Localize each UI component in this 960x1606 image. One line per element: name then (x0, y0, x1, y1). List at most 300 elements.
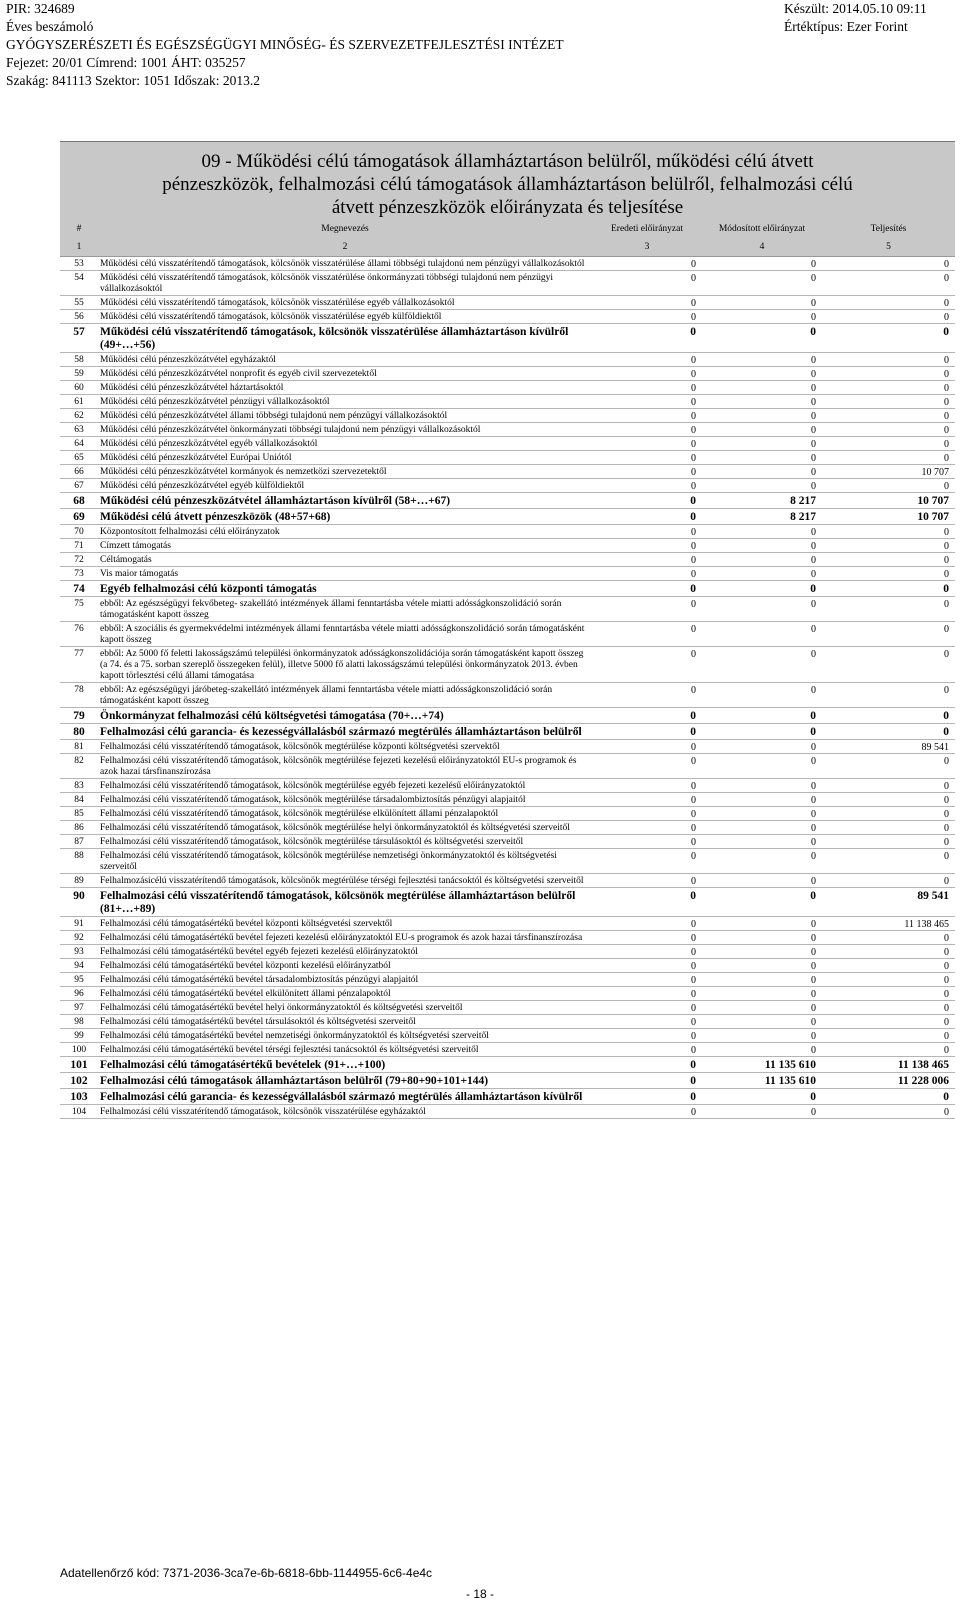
row-number: 76 (60, 622, 98, 647)
row-modified-value: 11 135 610 (702, 1057, 822, 1073)
row-modified-value: 0 (702, 525, 822, 539)
row-name: Felhalmozási célú visszatérítendő támogatások, kölcsönök megtérülése államháztartáson belülről (81+…+89) (98, 888, 592, 917)
row-performance-value: 11 228 006 (822, 1073, 955, 1089)
table-row (60, 754, 955, 779)
row-original-value: 0 (592, 1073, 702, 1089)
row-modified-value: 0 (702, 539, 822, 553)
row-original-value: 0 (592, 567, 702, 581)
table-row (60, 740, 955, 754)
table-title (60, 142, 955, 219)
row-modified-value: 0 (702, 874, 822, 888)
row-modified-value: 0 (702, 849, 822, 874)
row-modified-value: 0 (702, 917, 822, 931)
row-performance-value: 0 (822, 987, 955, 1001)
row-performance-value: 0 (822, 821, 955, 835)
table-row (60, 849, 955, 874)
table-row (60, 310, 955, 324)
row-performance-value: 89 541 (822, 740, 955, 754)
row-original-value: 0 (592, 1089, 702, 1105)
table-row (60, 437, 955, 451)
row-name: Felhalmozási célú támogatásértékű bevétel elkülönített állami pénzalapoktól (98, 987, 592, 1001)
row-number: 87 (60, 835, 98, 849)
row-original-value: 0 (592, 931, 702, 945)
header-value-type: Értéktípus: Ezer Forint (784, 19, 908, 34)
column-number: 4 (702, 238, 822, 257)
row-modified-value: 0 (702, 1015, 822, 1029)
header-chapter: Fejezet: 20/01 Címrend: 1001 ÁHT: 035257 (6, 55, 246, 70)
row-number: 67 (60, 479, 98, 493)
row-modified-value: 8 217 (702, 493, 822, 509)
table-body (60, 257, 955, 1119)
row-performance-value: 89 541 (822, 888, 955, 917)
row-original-value: 0 (592, 409, 702, 423)
row-original-value: 0 (592, 381, 702, 395)
table-row (60, 581, 955, 597)
table-row (60, 409, 955, 423)
table-row (60, 1001, 955, 1015)
row-number: 99 (60, 1029, 98, 1043)
row-name: Felhalmozási célú támogatásértékű bevétel központi kezelésű előirányzatból (98, 959, 592, 973)
row-original-value: 0 (592, 451, 702, 465)
row-performance-value: 0 (822, 973, 955, 987)
row-modified-value: 0 (702, 740, 822, 754)
row-original-value: 0 (592, 793, 702, 807)
row-performance-value: 0 (822, 395, 955, 409)
row-name: Felhalmozási célú visszatérítendő támogatások, kölcsönök megtérülése társadalombiztosítás pénzügyi alapjaitól (98, 793, 592, 807)
row-name: Felhalmozási célú támogatásértékű bevétel helyi önkormányzatoktól és költségvetési szerveitől (98, 1001, 592, 1015)
row-original-value: 0 (592, 945, 702, 959)
table-row (60, 821, 955, 835)
row-name: Működési célú pénzeszközátvétel egyházaktól (98, 353, 592, 367)
row-original-value: 0 (592, 367, 702, 381)
row-number: 82 (60, 754, 98, 779)
table-row (60, 493, 955, 509)
row-performance-value: 0 (822, 874, 955, 888)
row-number: 90 (60, 888, 98, 917)
row-performance-value: 0 (822, 597, 955, 622)
header-created: Készült: 2014.05.10 09:11 (784, 1, 927, 16)
table-row (60, 793, 955, 807)
row-number: 98 (60, 1015, 98, 1029)
row-original-value: 0 (592, 479, 702, 493)
row-performance-value: 0 (822, 353, 955, 367)
row-modified-value: 0 (702, 754, 822, 779)
table-title-line-3: átvett pénzeszközök előirányzata és teljesítése (331, 197, 684, 218)
row-name: Működési célú visszatérítendő támogatások, kölcsönök visszatérülése önkormányzati többségi tulajdonú nem pénzügyi vállalkozásoktól (98, 271, 592, 296)
table-row (60, 917, 955, 931)
row-number: 59 (60, 367, 98, 381)
header-institution: GYÓGYSZERÉSZETI ÉS EGÉSZSÉGÜGYI MINŐSÉG- ÉS SZERVEZETFEJLESZTÉSI INTÉZET (6, 37, 564, 52)
row-original-value: 0 (592, 987, 702, 1001)
row-original-value: 0 (592, 1029, 702, 1043)
row-performance-value: 0 (822, 724, 955, 740)
row-name: Működési célú visszatérítendő támogatások, kölcsönök visszatérülése államháztartáson kívülről (49+…+56) (98, 324, 592, 353)
report-header-right (784, 0, 944, 36)
row-number: 103 (60, 1089, 98, 1105)
row-performance-value: 0 (822, 437, 955, 451)
row-performance-value: 11 138 465 (822, 917, 955, 931)
row-original-value: 0 (592, 740, 702, 754)
row-number: 58 (60, 353, 98, 367)
row-original-value: 0 (592, 493, 702, 509)
row-original-value: 0 (592, 754, 702, 779)
row-modified-value: 0 (702, 567, 822, 581)
row-number: 84 (60, 793, 98, 807)
row-original-value: 0 (592, 509, 702, 525)
row-name: Központosított felhalmozási célú előirányzatok (98, 525, 592, 539)
row-name: Felhalmozási célú támogatásértékű bevétel térségi fejlesztési tanácsoktól és költségvetési szerveitől (98, 1043, 592, 1057)
row-original-value: 0 (592, 465, 702, 479)
row-original-value: 0 (592, 683, 702, 708)
row-performance-value: 0 (822, 525, 955, 539)
column-number: 2 (98, 238, 592, 257)
row-performance-value: 0 (822, 381, 955, 395)
row-name: ebből: A szociális és gyermekvédelmi intézmények állami fenntartásba vétele miatti adósságkonszolidáció során támogatásként kapott összeg (98, 622, 592, 647)
row-original-value: 0 (592, 310, 702, 324)
row-name: Felhalmozási célú visszatérítendő támogatások, kölcsönök megtérülése nemzetiségi önkormányzatoktól és költségvetési szerveitől (98, 849, 592, 874)
row-number: 53 (60, 257, 98, 271)
table-row (60, 1105, 955, 1119)
table-title-line-1: 09 - Működési célú támogatások államháztartáson belülről, működési célú átvett (201, 151, 814, 172)
row-name: Felhalmozási célú támogatások államháztartáson belülről (79+80+90+101+144) (98, 1073, 592, 1089)
row-number: 74 (60, 581, 98, 597)
row-modified-value: 0 (702, 353, 822, 367)
row-name: Működési célú pénzeszközátvétel egyéb vállalkozásoktól (98, 437, 592, 451)
row-name: Céltámogatás (98, 553, 592, 567)
table-row (60, 509, 955, 525)
column-number: 1 (60, 238, 98, 257)
row-original-value: 0 (592, 849, 702, 874)
row-name: Felhalmozási célú támogatásértékű bevétel egyéb fejezeti kezelésű előirányzatoktól (98, 945, 592, 959)
row-number: 83 (60, 779, 98, 793)
header-pir: PIR: 324689 (6, 1, 75, 16)
row-number: 62 (60, 409, 98, 423)
row-performance-value: 0 (822, 959, 955, 973)
row-original-value: 0 (592, 835, 702, 849)
row-number: 79 (60, 708, 98, 724)
table-row (60, 1029, 955, 1043)
row-name: Felhalmozási célú támogatásértékű bevétel központi költségvetési szervektől (98, 917, 592, 931)
report-header-left (6, 0, 564, 90)
table-row (60, 525, 955, 539)
row-number: 72 (60, 553, 98, 567)
table-row (60, 1015, 955, 1029)
row-original-value: 0 (592, 1105, 702, 1119)
row-original-value: 0 (592, 647, 702, 683)
row-name: Felhalmozási célú visszatérítendő támogatások, kölcsönök megtérülése társulásoktól és költségvetési szerveitől (98, 835, 592, 849)
row-number: 54 (60, 271, 98, 296)
table-row (60, 931, 955, 945)
table-row (60, 622, 955, 647)
row-number: 78 (60, 683, 98, 708)
row-modified-value: 0 (702, 888, 822, 917)
row-original-value: 0 (592, 1043, 702, 1057)
table-row (60, 353, 955, 367)
row-original-value: 0 (592, 708, 702, 724)
row-performance-value: 0 (822, 539, 955, 553)
row-performance-value: 10 707 (822, 465, 955, 479)
row-name: Felhalmozási célú támogatásértékű bevételek (91+…+100) (98, 1057, 592, 1073)
row-number: 73 (60, 567, 98, 581)
row-performance-value: 0 (822, 1105, 955, 1119)
row-name: Működési célú pénzeszközátvétel egyéb külföldiektől (98, 479, 592, 493)
row-name: ebből: Az 5000 fő feletti lakosságszámú települési önkormányzatok adósságkonszolidációja során támogatásként kapott összeg (a 74. és a 75. sorban szereplő összegeken felül), illetve 5000 fő alatti lakosságszámú települési önkormányzatok 2013. évben kapott törlesztési célú állami támogatása (98, 647, 592, 683)
row-name: Felhalmozási célú támogatásértékű bevétel társulásoktól és költségvetési szerveitől (98, 1015, 592, 1029)
row-performance-value: 0 (822, 1043, 955, 1057)
row-name: Felhalmozási célú támogatásértékű bevétel fejezeti kezelésű előirányzatoktól EU-s programok és azok hazai társfinanszírozása (98, 931, 592, 945)
row-original-value: 0 (592, 271, 702, 296)
row-performance-value: 11 138 465 (822, 1057, 955, 1073)
row-performance-value: 0 (822, 409, 955, 423)
row-name: Működési célú pénzeszközátvétel pénzügyi vállalkozásoktól (98, 395, 592, 409)
row-name: Működési célú pénzeszközátvétel állami többségi tulajdonú nem pénzügyi vállalkozásoktól (98, 409, 592, 423)
table-row (60, 567, 955, 581)
row-performance-value: 0 (822, 296, 955, 310)
row-modified-value: 0 (702, 959, 822, 973)
row-original-value: 0 (592, 973, 702, 987)
row-number: 89 (60, 874, 98, 888)
row-number: 65 (60, 451, 98, 465)
table-row (60, 1089, 955, 1105)
row-number: 85 (60, 807, 98, 821)
row-original-value: 0 (592, 597, 702, 622)
row-number: 95 (60, 973, 98, 987)
column-header-name: Megnevezés (98, 221, 592, 238)
table-row (60, 479, 955, 493)
table-row (60, 1073, 955, 1089)
row-name: Címzett támogatás (98, 539, 592, 553)
table-row (60, 597, 955, 622)
row-modified-value: 0 (702, 296, 822, 310)
row-name: Felhalmozási célú támogatásértékű bevétel társadalombiztosítás pénzügyi alapjaitól (98, 973, 592, 987)
row-modified-value: 0 (702, 437, 822, 451)
row-modified-value: 0 (702, 793, 822, 807)
row-original-value: 0 (592, 821, 702, 835)
row-name: Működési célú pénzeszközátvétel Európai Uniótól (98, 451, 592, 465)
row-number: 100 (60, 1043, 98, 1057)
row-modified-value: 0 (702, 987, 822, 1001)
row-name: Működési célú pénzeszközátvétel kormányok és nemzetközi szervezetektől (98, 465, 592, 479)
table-row (60, 779, 955, 793)
row-number: 101 (60, 1057, 98, 1073)
column-number-row (60, 238, 955, 257)
row-original-value: 0 (592, 779, 702, 793)
row-name: Működési célú átvett pénzeszközök (48+57+68) (98, 509, 592, 525)
row-number: 77 (60, 647, 98, 683)
row-modified-value: 0 (702, 324, 822, 353)
table-row (60, 724, 955, 740)
row-original-value: 0 (592, 395, 702, 409)
column-header-number: # (60, 221, 98, 238)
table-row (60, 423, 955, 437)
row-modified-value: 0 (702, 622, 822, 647)
row-performance-value: 0 (822, 310, 955, 324)
row-modified-value: 0 (702, 1089, 822, 1105)
row-performance-value: 0 (822, 423, 955, 437)
row-modified-value: 0 (702, 1001, 822, 1015)
row-original-value: 0 (592, 553, 702, 567)
row-original-value: 0 (592, 539, 702, 553)
row-name: Felhalmozásicélú visszatérítendő támogatások, kölcsönök megtérülése térségi fejlesztési tanácsoktól és költségvetési szerveitől (98, 874, 592, 888)
row-number: 64 (60, 437, 98, 451)
row-name: Felhalmozási célú visszatérítendő támogatások, kölcsönök megtérülése egyéb fejezeti kezelésű előirányzatoktól (98, 779, 592, 793)
row-modified-value: 0 (702, 724, 822, 740)
table-row (60, 271, 955, 296)
table-row (60, 367, 955, 381)
table-row (60, 874, 955, 888)
row-performance-value: 0 (822, 1015, 955, 1029)
row-performance-value: 0 (822, 324, 955, 353)
header-sector: Szakág: 841113 Szektor: 1051 Időszak: 2013.2 (6, 73, 260, 88)
row-modified-value: 0 (702, 271, 822, 296)
row-number: 86 (60, 821, 98, 835)
row-name: ebből: Az egészségügyi járóbeteg-szakellátó intézmények állami fenntartásba vétele miatti adósságkonszolidáció során támogatásként kapott összeg (98, 683, 592, 708)
row-modified-value: 0 (702, 683, 822, 708)
row-original-value: 0 (592, 1015, 702, 1029)
row-performance-value: 0 (822, 451, 955, 465)
row-number: 57 (60, 324, 98, 353)
header-report-type: Éves beszámoló (6, 19, 94, 34)
row-modified-value: 11 135 610 (702, 1073, 822, 1089)
row-original-value: 0 (592, 423, 702, 437)
row-performance-value: 10 707 (822, 509, 955, 525)
row-original-value: 0 (592, 807, 702, 821)
row-modified-value: 0 (702, 597, 822, 622)
row-performance-value: 0 (822, 754, 955, 779)
table-row (60, 807, 955, 821)
row-original-value: 0 (592, 257, 702, 271)
row-original-value: 0 (592, 1001, 702, 1015)
table-row (60, 465, 955, 479)
row-modified-value: 0 (702, 257, 822, 271)
row-performance-value: 0 (822, 1029, 955, 1043)
row-name: Működési célú pénzeszközátvétel háztartásoktól (98, 381, 592, 395)
row-number: 91 (60, 917, 98, 931)
row-name: ebből: Az egészségügyi fekvőbeteg- szakellátó intézmények állami fenntartásba vétele miatti adósságkonszolidáció során támogatásként kapott összeg (98, 597, 592, 622)
row-name: Felhalmozási célú visszatérítendő támogatások, kölcsönök megtérülése helyi önkormányzatoktól és költségvetési szerveitől (98, 821, 592, 835)
row-name: Egyéb felhalmozási célú központi támogatás (98, 581, 592, 597)
row-modified-value: 0 (702, 1029, 822, 1043)
table-title-line-2: pénzeszközök, felhalmozási célú támogatások államháztartáson belülről, felhalmozási célú (162, 174, 853, 195)
row-name: Felhalmozási célú garancia- és kezességvállalásból származó megtérülés államháztartáson kívülről (98, 1089, 592, 1105)
row-original-value: 0 (592, 1057, 702, 1073)
page-number: - 18 - (465, 1587, 494, 1601)
row-modified-value: 8 217 (702, 509, 822, 525)
row-name: Működési célú pénzeszközátvétel államháztartáson kívülről (58+…+67) (98, 493, 592, 509)
row-number: 102 (60, 1073, 98, 1089)
row-original-value: 0 (592, 296, 702, 310)
row-name: Működési célú pénzeszközátvétel nonprofit és egyéb civil szervezetektől (98, 367, 592, 381)
row-name: Működési célú visszatérítendő támogatások, kölcsönök visszatérülése állami többségi tulajdonú nem pénzügyi vállalkozásoktól (98, 257, 592, 271)
row-original-value: 0 (592, 437, 702, 451)
row-name: Önkormányzat felhalmozási célú költségvetési támogatása (70+…+74) (98, 708, 592, 724)
table-row (60, 647, 955, 683)
row-performance-value: 0 (822, 647, 955, 683)
row-performance-value: 0 (822, 367, 955, 381)
row-original-value: 0 (592, 959, 702, 973)
row-number: 56 (60, 310, 98, 324)
row-number: 66 (60, 465, 98, 479)
row-performance-value: 0 (822, 1089, 955, 1105)
row-modified-value: 0 (702, 931, 822, 945)
row-name: Felhalmozási célú visszatérítendő támogatások, kölcsönök megtérülése központi költségvetési szervektől (98, 740, 592, 754)
table-row (60, 553, 955, 567)
row-original-value: 0 (592, 622, 702, 647)
column-header-performance: Teljesítés (822, 221, 955, 238)
row-number: 61 (60, 395, 98, 409)
table-row (60, 257, 955, 271)
row-original-value: 0 (592, 888, 702, 917)
table-row (60, 683, 955, 708)
table-row (60, 959, 955, 973)
row-name: Felhalmozási célú visszatérítendő támogatások, kölcsönök megtérülése elkülönített állami pénzalapoktól (98, 807, 592, 821)
table-row (60, 451, 955, 465)
column-header-row (60, 221, 955, 238)
budget-table (60, 221, 955, 1119)
row-performance-value: 0 (822, 271, 955, 296)
table-row (60, 987, 955, 1001)
row-original-value: 0 (592, 324, 702, 353)
row-modified-value: 0 (702, 1043, 822, 1057)
row-number: 93 (60, 945, 98, 959)
row-modified-value: 0 (702, 367, 822, 381)
row-performance-value: 0 (822, 567, 955, 581)
row-modified-value: 0 (702, 973, 822, 987)
row-performance-value: 0 (822, 945, 955, 959)
row-modified-value: 0 (702, 409, 822, 423)
table-row (60, 1043, 955, 1057)
row-performance-value: 0 (822, 835, 955, 849)
row-number: 55 (60, 296, 98, 310)
row-name: Működési célú visszatérítendő támogatások, kölcsönök visszatérülése egyéb vállalkozásoktól (98, 296, 592, 310)
row-modified-value: 0 (702, 581, 822, 597)
row-number: 80 (60, 724, 98, 740)
row-modified-value: 0 (702, 310, 822, 324)
check-code: Adatellenőrző kód: 7371-2036-3ca7e-6b-6818-6bb-1144955-6c6-4e4c (60, 1566, 433, 1580)
table-row (60, 945, 955, 959)
row-modified-value: 0 (702, 647, 822, 683)
row-modified-value: 0 (702, 381, 822, 395)
row-original-value: 0 (592, 353, 702, 367)
row-original-value: 0 (592, 525, 702, 539)
row-name: Felhalmozási célú visszatérítendő támogatások, kölcsönök visszatérülése egyházaktól (98, 1105, 592, 1119)
table-row (60, 708, 955, 724)
row-original-value: 0 (592, 874, 702, 888)
row-number: 69 (60, 509, 98, 525)
row-original-value: 0 (592, 581, 702, 597)
row-number: 92 (60, 931, 98, 945)
table-row (60, 324, 955, 353)
row-performance-value: 0 (822, 1001, 955, 1015)
column-number: 5 (822, 238, 955, 257)
row-number: 60 (60, 381, 98, 395)
row-number: 96 (60, 987, 98, 1001)
row-modified-value: 0 (702, 479, 822, 493)
row-performance-value: 0 (822, 807, 955, 821)
row-number: 71 (60, 539, 98, 553)
row-number: 94 (60, 959, 98, 973)
table-row (60, 395, 955, 409)
row-modified-value: 0 (702, 451, 822, 465)
row-number: 88 (60, 849, 98, 874)
row-modified-value: 0 (702, 708, 822, 724)
row-performance-value: 0 (822, 553, 955, 567)
row-performance-value: 0 (822, 683, 955, 708)
row-name: Felhalmozási célú támogatásértékű bevétel nemzetiségi önkormányzatoktól és költségvetési szerveitől (98, 1029, 592, 1043)
row-modified-value: 0 (702, 1105, 822, 1119)
row-original-value: 0 (592, 724, 702, 740)
row-performance-value: 0 (822, 849, 955, 874)
